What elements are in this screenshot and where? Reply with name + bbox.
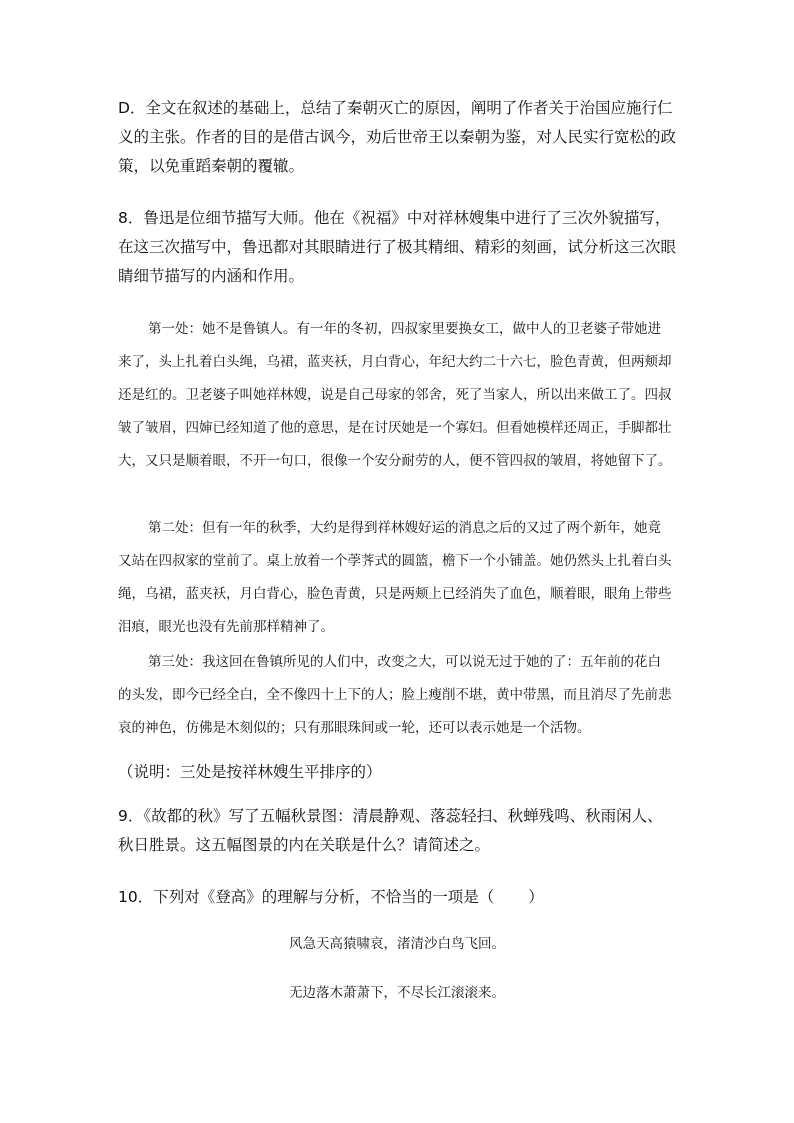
poem-line-1: 风急天高猿啸哀，渚清沙白鸟飞回。 bbox=[289, 936, 505, 952]
question-10-text bbox=[118, 883, 678, 912]
question-10-stem: 10．下列对《登高》的理解与分析，不恰当的一项是（ bbox=[118, 888, 495, 906]
question-8-text: 8．鲁迅是位细节描写大师。他在《祝福》中对祥林嫂集中进行了三次外貌描写，在这三次描写中，鲁迅都对其眼睛进行了极其精细、精彩的刻画，试分析这三次眼睛细节描写的内涵和作用。 bbox=[118, 209, 677, 285]
option-d-text: D．全文在叙述的基础上，总结了秦朝灭亡的原因，阐明了作者关于治国应施行仁义的主张。作者的目的是借古讽今，劝后世帝王以秦朝为鉴，对人民实行宽松的政策，以免重蹈秦朝的覆辙。 bbox=[118, 99, 677, 175]
question-8-note: （说明：三处是按祥林嫂生平排序的） bbox=[118, 763, 382, 781]
poem-line-2: 无边落木萧萧下，不尽长江滚滚来。 bbox=[289, 985, 505, 1001]
question-9-text: 9．《故都的秋》写了五幅秋景图：清晨静观、落蕊轻扫、秋蝉残鸣、秋雨闲人、秋日胜景。这五幅图景的内在关联是什么？请简述之。 bbox=[118, 807, 663, 854]
question-10-close-paren: ） bbox=[528, 888, 544, 906]
excerpt-2: 第二处：但有一年的秋季，大约是得到祥林嫂好运的消息之后的又过了两个新年，她竟又站在四叔家的堂前了。桌上放着一个荸荠式的圆篮，檐下一个小铺盖。她仍然头上扎着白头绳，乌裙，蓝夹袄，月白背心，脸色青黄，只是两颊上已经消失了血色，顺着眼，眼角上带些泪痕，眼光也没有先前那样精神了。 bbox=[118, 520, 672, 635]
excerpt-1: 第一处：她不是鲁镇人。有一年的冬初，四叔家里要换女工，做中人的卫老婆子带她进来了，头上扎着白头绳，乌裙，蓝夹袄，月白背心，年纪大约二十六七，脸色青黄，但两颊却还是红的。卫老婆子叫她祥林嫂，说是自己母家的邻舍，死了当家人，所以出来做工了。四叔皱了皱眉，四婶已经知道了他的意思，是在讨厌她是一个寡妇。但看她模样还周正，手脚都壮大，又只是顺着眼，不开一句口，很像一个安分耐劳的人，便不管四叔的皱眉，将她留下了。 bbox=[118, 321, 672, 469]
excerpt-3: 第三处：我这回在鲁镇所见的人们中，改变之大，可以说无过于她的了：五年前的花白的头发，即今已经全白，全不像四十上下的人；脸上瘦削不堪，黄中带黑，而且消尽了先前悲哀的神色，仿佛是木刻似的；只有那眼珠间或一轮，还可以表示她是一个活物。 bbox=[118, 654, 672, 736]
